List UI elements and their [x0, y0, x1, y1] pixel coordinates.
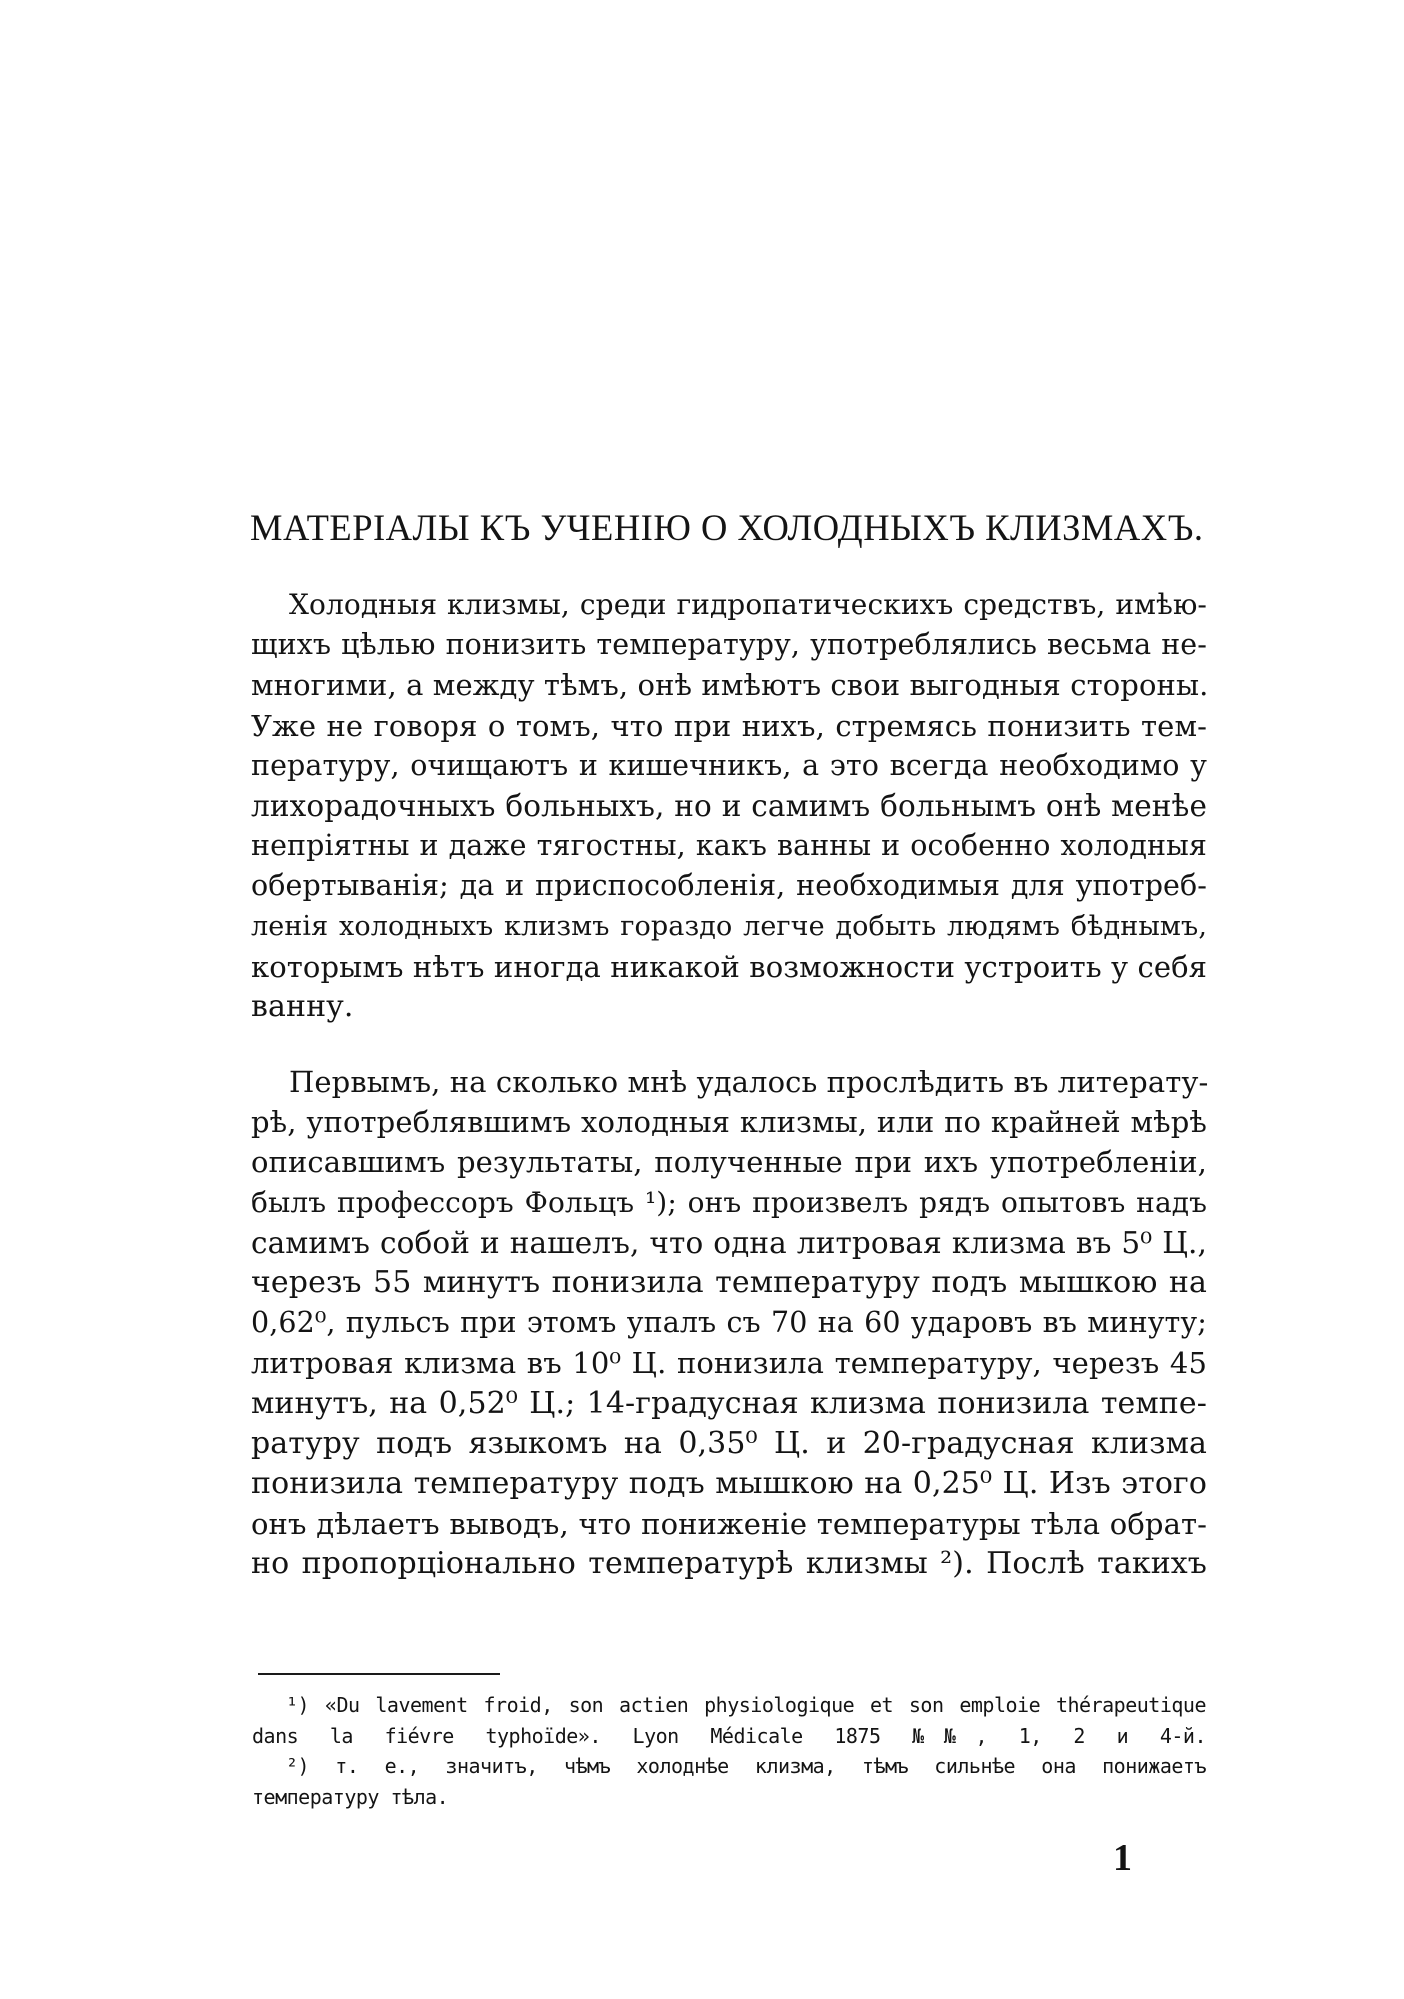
text-line: лихорадочныхъ больныхъ, но и самимъ больнымъ онѣ менѣе	[251, 788, 1207, 823]
text-line: но пропорціонально температурѣ клизмы ²). Послѣ такихъ	[251, 1546, 1207, 1582]
text-line: литровая клизма въ 10⁰ Ц. понизила температуру, черезъ 45	[251, 1346, 1207, 1381]
footnote-divider	[258, 1673, 500, 1675]
text-line: непріятны и даже тягостны, какъ ванны и особенно холодныя	[251, 829, 1207, 863]
text-line: ратуру подъ языкомъ на 0,35⁰ Ц. и 20-градусная клизма	[251, 1425, 1207, 1461]
text-line: щихъ цѣлью понизить температуру, употреблялись весьма не-	[251, 628, 1207, 662]
text-line: Холодныя клизмы, среди гидропатическихъ средствъ, имѣю-	[289, 588, 1207, 621]
text-line: обертыванія; да и приспособленія, необходимыя для употреб-	[251, 869, 1207, 903]
text-line: черезъ 55 минутъ понизила температуру подъ мышкою на	[251, 1264, 1207, 1300]
text-line: рѣ, употреблявшимъ холодныя клизмы, или по крайней мѣрѣ	[251, 1105, 1207, 1140]
text-line: ленія холодныхъ клизмъ гораздо легче добыть людямъ бѣднымъ,	[251, 910, 1207, 942]
paragraph-2	[251, 1062, 1207, 1584]
text-line: минутъ, на 0,52⁰ Ц.; 14-градусная клизма понизила темпе-	[251, 1385, 1207, 1421]
article-title: МАТЕРІАЛЫ КЪ УЧЕНІЮ О ХОЛОДНЫХЪ КЛИЗМАХЪ.	[250, 507, 1204, 548]
text-line: 0,62⁰, пульсъ при этомъ упалъ съ 70 на 60 ударовъ въ минуту;	[251, 1306, 1207, 1340]
text-line: ванну.	[251, 988, 354, 1024]
text-line: пературу, очищаютъ и кишечникъ, а это всегда необходимо у	[251, 748, 1207, 782]
footnotes	[252, 1690, 1206, 1812]
text-line: которымъ нѣтъ иногда никакой возможности устроить у себя	[251, 949, 1208, 984]
footnote-line: температуру тѣла.	[252, 1784, 449, 1809]
paragraph-1	[251, 585, 1207, 1027]
text-line: Первымъ, на сколько мнѣ удалось прослѣдить въ литерату-	[289, 1065, 1209, 1099]
footnote-line: ²) т. е., значитъ, чѣмъ холоднѣе клизма, тѣмъ сильнѣе она понижаетъ	[286, 1754, 1206, 1778]
footnote-line: dans la fiévre typhoïde». Lyon Médicale 1875 №№, 1, 2 и 4-й.	[252, 1723, 1206, 1748]
text-line: былъ профессоръ Фольцъ ¹); онъ произвелъ рядъ опытовъ надъ	[251, 1185, 1207, 1219]
page-number: 1	[1113, 1837, 1132, 1879]
footnote-line: ¹) «Du lavement froid, son actien physiologique et son emploie thérapeutique	[286, 1693, 1206, 1717]
text-line: понизила температуру подъ мышкою на 0,25⁰ Ц. Изъ этого	[251, 1465, 1207, 1501]
text-line: онъ дѣлаетъ выводъ, что пониженіе температуры тѣла обрат-	[251, 1507, 1207, 1542]
text-line: многими, а между тѣмъ, онѣ имѣютъ свои выгодныя стороны.	[251, 668, 1209, 703]
text-line: самимъ собой и нашелъ, что одна литровая клизма въ 5⁰ Ц.,	[251, 1225, 1207, 1260]
text-line: Уже не говоря о томъ, что при нихъ, стремясь понизить тем-	[251, 708, 1207, 743]
text-line: описавшимъ результаты, полученные при ихъ употребленіи,	[251, 1145, 1207, 1180]
